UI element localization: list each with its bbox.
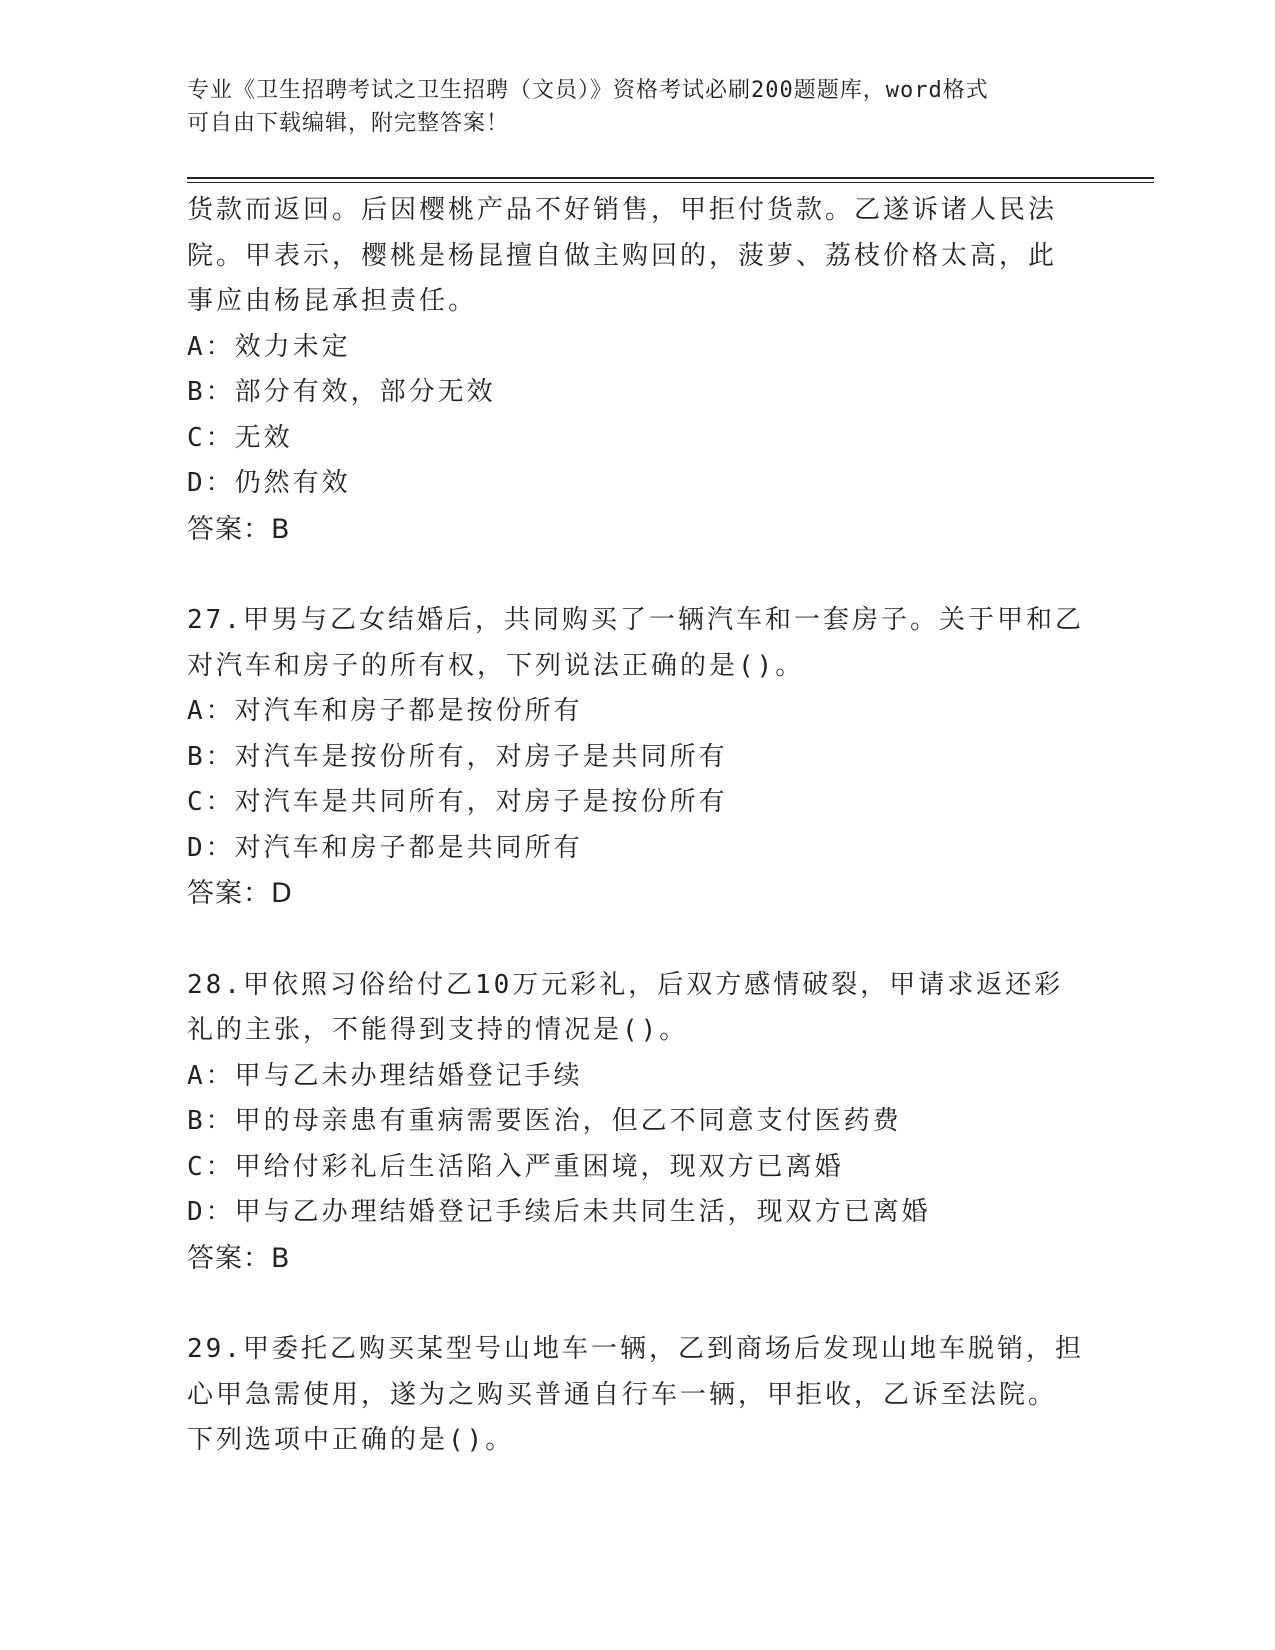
option-d: D：甲与乙办理结婚登记手续后未共同生活，现双方已离婚 bbox=[187, 1197, 931, 1227]
question-text-line: 礼的主张，不能得到支持的情况是()。 bbox=[187, 1015, 689, 1045]
question-27 bbox=[187, 598, 1087, 917]
answer-line: 答案：B bbox=[187, 1242, 291, 1274]
question-text-line: 27.甲男与乙女结婚后，共同购买了一辆汽车和一套房子。关于甲和乙 bbox=[187, 605, 1084, 635]
question-text-line: 院。甲表示，樱桃是杨昆擅自做主购回的，菠萝、荔枝价格太高，此 bbox=[187, 240, 1058, 271]
answer-line: 答案：D bbox=[187, 878, 293, 909]
question-26-continued bbox=[187, 188, 1087, 552]
option-d: D：仍然有效 bbox=[187, 468, 351, 498]
header-line-1: 专业《卫生招聘考试之卫生招聘（文员）》资格考试必刷200题题库，word格式 bbox=[187, 78, 989, 103]
header-divider-thick bbox=[187, 177, 1154, 179]
header-divider-thin bbox=[187, 182, 1154, 183]
question-text-line: 事应由杨昆承担责任。 bbox=[187, 286, 478, 316]
spacer bbox=[187, 917, 1087, 963]
question-text-line: 29.甲委托乙购买某型号山地车一辆，乙到商场后发现山地车脱销，担 bbox=[187, 1334, 1084, 1364]
header-line-2: 可自由下载编辑，附完整答案！ bbox=[187, 111, 510, 136]
question-text-line: 下列选项中正确的是()。 bbox=[187, 1425, 515, 1455]
document-body bbox=[187, 188, 1087, 1464]
option-b: B：部分有效，部分无效 bbox=[187, 377, 496, 407]
option-b: B：对汽车是按份所有，对房子是共同所有 bbox=[187, 741, 728, 772]
question-text-line: 28.甲依照习俗给付乙10万元彩礼，后双方感情破裂，甲请求返还彩 bbox=[187, 969, 1064, 1000]
option-c: C：甲给付彩礼后生活陷入严重困境，现双方已离婚 bbox=[187, 1151, 844, 1182]
question-text-line: 心甲急需使用，遂为之购买普通自行车一辆，甲拒收，乙诉至法院。 bbox=[187, 1379, 1058, 1410]
question-text-line: 对汽车和房子的所有权，下列说法正确的是()。 bbox=[187, 650, 805, 681]
question-text-line: 货款而返回。后因樱桃产品不好销售，甲拒付货款。乙遂诉诸人民法 bbox=[187, 195, 1058, 225]
option-b: B：甲的母亲患有重病需要医治，但乙不同意支付医药费 bbox=[187, 1106, 902, 1136]
option-a: A：效力未定 bbox=[187, 331, 351, 362]
option-c: C：对汽车是共同所有，对房子是按份所有 bbox=[187, 787, 728, 817]
option-a: A：甲与乙未办理结婚登记手续 bbox=[187, 1060, 583, 1091]
option-a: A：对汽车和房子都是按份所有 bbox=[187, 696, 583, 726]
option-c: C：无效 bbox=[187, 422, 293, 453]
spacer bbox=[187, 1281, 1087, 1327]
spacer bbox=[187, 552, 1087, 598]
document-header bbox=[187, 74, 1067, 140]
question-29 bbox=[187, 1327, 1087, 1464]
answer-line: 答案：B bbox=[187, 513, 291, 545]
question-28 bbox=[187, 963, 1087, 1282]
option-d: D：对汽车和房子都是共同所有 bbox=[187, 832, 583, 863]
